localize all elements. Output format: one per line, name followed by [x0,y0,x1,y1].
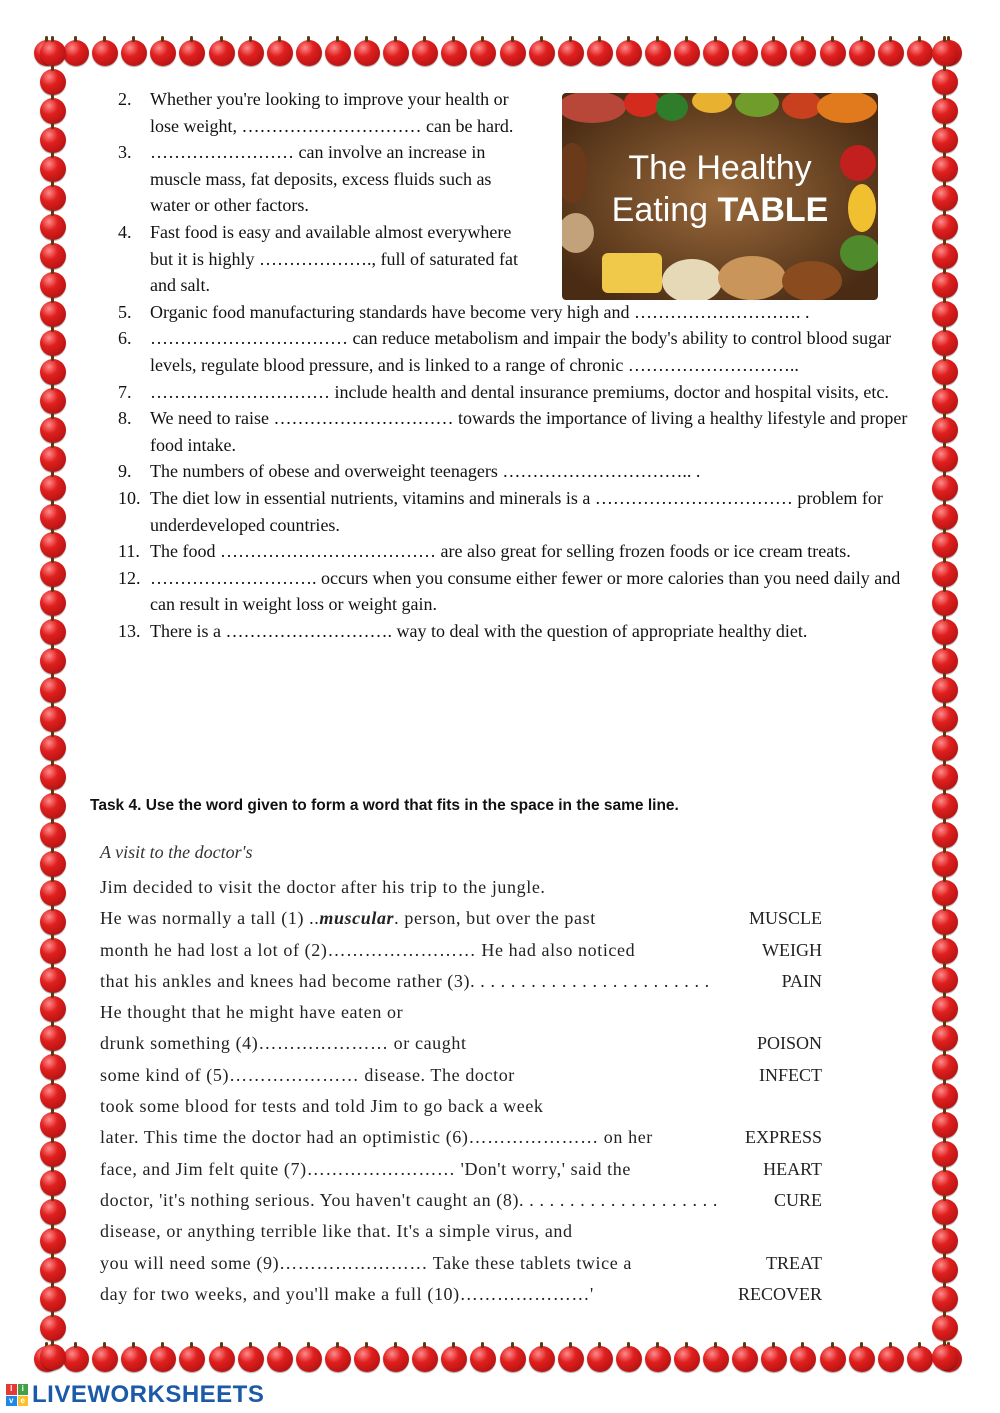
apple-icon [238,1346,264,1372]
apple-icon [121,1346,147,1372]
apple-icon [932,909,958,935]
apple-icon [40,532,66,558]
story-line: doctor, 'it's nothing serious. You haven't caught an (8). . . . . . . . . . . . . . . . . . . . CURE [100,1185,840,1216]
apple-icon [40,1083,66,1109]
image-title-line1: The Healthy [628,149,812,187]
apple-icon [674,1346,700,1372]
apple-icon [40,1257,66,1283]
list-item: 3. …………………… can involve an increase in muscle mass, fat deposits, excess fluids such as water or other factors. [118,142,492,216]
apple-icon [907,1346,933,1372]
apple-icon [40,880,66,906]
apple-icon [412,1346,438,1372]
apple-icon [932,822,958,848]
apple-icon [645,1346,671,1372]
apple-icon [932,1083,958,1109]
story-line: some kind of (5)………………… disease. The doctor INFECT [100,1060,840,1091]
apple-icon [40,127,66,153]
apple-icon [40,1286,66,1312]
apple-icon [932,475,958,501]
apple-icon [40,1054,66,1080]
list-item: 13. There is a ………………………. way to deal with the question of appropriate healthy diet. [118,620,808,641]
apple-icon [150,1346,176,1372]
apple-icon [732,40,758,66]
apple-icon [441,40,467,66]
brand-name: LIVEWORKSHEETS [32,1381,265,1408]
apple-icon [325,40,351,66]
list-item: 10. The diet low in essential nutrients, vitamins and minerals is a …………………………… problem for underdeveloped countries. [118,487,883,535]
apple-icon [40,40,66,66]
story-line: you will need some (9)…………………… Take these tablets twice a TREAT [100,1248,840,1279]
apple-icon [40,1344,66,1370]
apple-icon [616,1346,642,1372]
list-item: 11. The food ……………………………… are also great for selling frozen foods or ice cream treats. [118,541,851,562]
apple-icon [40,938,66,964]
apple-icon [40,475,66,501]
keyword: TREAT [766,1252,822,1273]
keyword: RECOVER [737,1283,822,1304]
apple-icon [932,1054,958,1080]
apple-icon [40,706,66,732]
apple-icon [267,1346,293,1372]
apple-icon [932,735,958,761]
apple-icon [932,764,958,790]
apple-icon [932,1344,958,1370]
apple-icon [849,40,875,66]
apple-icon [732,1346,758,1372]
apple-icon [932,98,958,124]
apple-icon [932,1228,958,1254]
apple-icon [121,40,147,66]
food-illustration [562,93,878,300]
keyword: WEIGH [762,939,822,960]
apple-icon [40,1112,66,1138]
apple-icon [703,1346,729,1372]
story-line: disease, or anything terrible like that. It's a simple virus, and [100,1221,573,1242]
apple-icon [383,40,409,66]
apple-icon [761,40,787,66]
apple-icon [932,1257,958,1283]
apple-icon [932,40,958,66]
apple-icon [40,69,66,95]
apple-icon [40,764,66,790]
apple-icon [932,1170,958,1196]
example-answer: muscular [319,908,395,929]
story-line: Jim decided to visit the doctor after his trip to the jungle. [100,877,546,897]
apple-icon [932,243,958,269]
keyword: HEART [763,1158,822,1179]
task-heading: Task 4. Use the word given to form a word that fits in the space in the same line. [90,797,679,814]
apple-icon [40,98,66,124]
list-item: 5. Organic food manufacturing standards have become very high and ………………………. . [118,301,810,322]
apple-icon [40,417,66,443]
keyword: CURE [773,1189,822,1210]
apple-icon [932,446,958,472]
healthy-eating-image [562,93,878,300]
apple-icon [932,1025,958,1051]
story-line: later. This time the doctor had an optimistic (6)………………… on her EXPRESS [100,1122,840,1153]
list-item: 8. We need to raise ………………………… towards the importance of living a healthy lifestyle and proper food intake. [118,408,908,455]
logo-icon: l i v e [6,1384,28,1406]
top-apple-border [34,40,962,70]
apple-icon [40,619,66,645]
apple-icon [932,880,958,906]
apple-icon [932,359,958,385]
apple-icon [40,648,66,674]
apple-icon [209,1346,235,1372]
apple-icon [529,1346,555,1372]
image-title-line2: Eating TABLE [611,191,829,229]
list-item: 12. ………………………. occurs when you consume either fewer or more calories than you need daily and can result in weight loss or weight gain. [118,567,901,615]
apple-icon [92,40,118,66]
apple-icon [179,40,205,66]
apple-icon [932,648,958,674]
apple-icon [790,1346,816,1372]
keyword: POISON [756,1033,822,1054]
apple-icon [932,793,958,819]
apple-icon [907,40,933,66]
story-line: day for two weeks, and you'll make a full (10)…………………' RECOVER [100,1279,840,1310]
apple-icon [40,967,66,993]
story-line: face, and Jim felt quite (7)…………………… 'Don't worry,' said the HEART [100,1154,840,1185]
story-line: He thought that he might have eaten or [100,1002,404,1023]
apple-icon [40,851,66,877]
apple-icon [40,301,66,327]
apple-icon [932,1286,958,1312]
apple-icon [587,1346,613,1372]
apple-icon [761,1346,787,1372]
apple-icon [40,1170,66,1196]
apple-icon [40,677,66,703]
apple-icon [820,40,846,66]
apple-icon [529,40,555,66]
keyword: MUSCLE [748,908,822,929]
apple-icon [820,1346,846,1372]
apple-icon [932,330,958,356]
apple-icon [238,40,264,66]
apple-icon [40,1199,66,1225]
apple-icon [932,214,958,240]
apple-icon [40,1025,66,1051]
apple-icon [500,1346,526,1372]
apple-icon [932,504,958,530]
apple-icon [932,388,958,414]
apple-icon [932,619,958,645]
apple-icon [932,1315,958,1341]
keyword: INFECT [759,1064,822,1085]
apple-icon [932,677,958,703]
apple-icon [40,214,66,240]
apple-icon [932,996,958,1022]
apple-icon [296,40,322,66]
story-line: month he had lost a lot of (2)…………………… He had also noticed WEIGH [100,935,840,966]
apple-icon [645,40,671,66]
apple-icon [932,185,958,211]
word-formation-text [100,872,840,1310]
story-line: He was normally a tall (1) ..muscular. person, but over the past MUSCLE [100,903,840,934]
apple-icon [412,40,438,66]
apple-icon [40,909,66,935]
apple-icon [40,156,66,182]
apple-icon [932,938,958,964]
apple-icon [40,272,66,298]
apple-icon [40,330,66,356]
apple-icon [558,40,584,66]
apple-icon [558,1346,584,1372]
apple-icon [703,40,729,66]
liveworksheets-logo[interactable] [6,1381,264,1409]
apple-icon [383,1346,409,1372]
apple-icon [267,40,293,66]
apple-icon [932,590,958,616]
apple-icon [616,40,642,66]
apple-icon [932,156,958,182]
apple-icon [179,1346,205,1372]
apple-icon [325,1346,351,1372]
apple-icon [932,272,958,298]
apple-icon [40,446,66,472]
apple-icon [40,243,66,269]
apple-icon [40,735,66,761]
apple-icon [354,1346,380,1372]
apple-icon [932,561,958,587]
list-item: 6. …………………………… can reduce metabolism and impair the body's ability to control blood sugar levels, regulate blood pressure, and is linked to a range of chronic ……………………….. [118,328,892,375]
apple-icon [40,1141,66,1167]
apple-icon [296,1346,322,1372]
apple-icon [40,185,66,211]
story-line: drunk something (4)………………… or caught POISON [100,1028,840,1059]
apple-icon [932,706,958,732]
apple-icon [932,1112,958,1138]
apple-icon [40,590,66,616]
list-item: 2. Whether you're looking to improve your health or lose weight, ………………………… can be hard. [118,89,514,136]
apple-icon [40,359,66,385]
apple-icon [849,1346,875,1372]
story-title: A visit to the doctor's [100,842,253,862]
apple-icon [932,851,958,877]
apple-icon [40,822,66,848]
list-item: 7. ………………………… include health and dental insurance premiums, doctor and hospital visits, etc. [118,381,889,402]
apple-icon [40,1315,66,1341]
apple-icon [470,1346,496,1372]
apple-icon [40,504,66,530]
apple-icon [40,996,66,1022]
apple-icon [209,40,235,66]
apple-icon [40,561,66,587]
bottom-apple-border [34,1346,962,1376]
apple-icon [92,1346,118,1372]
list-item: 9. The numbers of obese and overweight teenagers ………………………….. . [118,461,701,482]
apple-icon [500,40,526,66]
story-line: that his ankles and knees had become rather (3). . . . . . . . . . . . . . . . . . . . . . . . PAIN [100,966,840,997]
apple-icon [932,1141,958,1167]
story-line: took some blood for tests and told Jim to go back a week [100,1096,544,1117]
apple-icon [878,40,904,66]
apple-icon [40,793,66,819]
apple-icon [354,40,380,66]
apple-icon [878,1346,904,1372]
apple-icon [932,127,958,153]
left-apple-border [38,40,68,1370]
keyword: PAIN [781,970,822,991]
apple-icon [932,69,958,95]
apple-icon [932,417,958,443]
apple-icon [932,532,958,558]
apple-icon [40,1228,66,1254]
keyword: EXPRESS [744,1127,822,1148]
apple-icon [932,967,958,993]
right-apple-border [930,40,960,1370]
apple-icon [674,40,700,66]
apple-icon [441,1346,467,1372]
apple-icon [470,40,496,66]
apple-icon [587,40,613,66]
apple-icon [932,301,958,327]
apple-icon [790,40,816,66]
apple-icon [40,388,66,414]
apple-icon [150,40,176,66]
apple-icon [932,1199,958,1225]
list-item: 4. Fast food is easy and available almost everywhere but it is highly ………………., full of saturated fat and salt. [118,221,518,296]
